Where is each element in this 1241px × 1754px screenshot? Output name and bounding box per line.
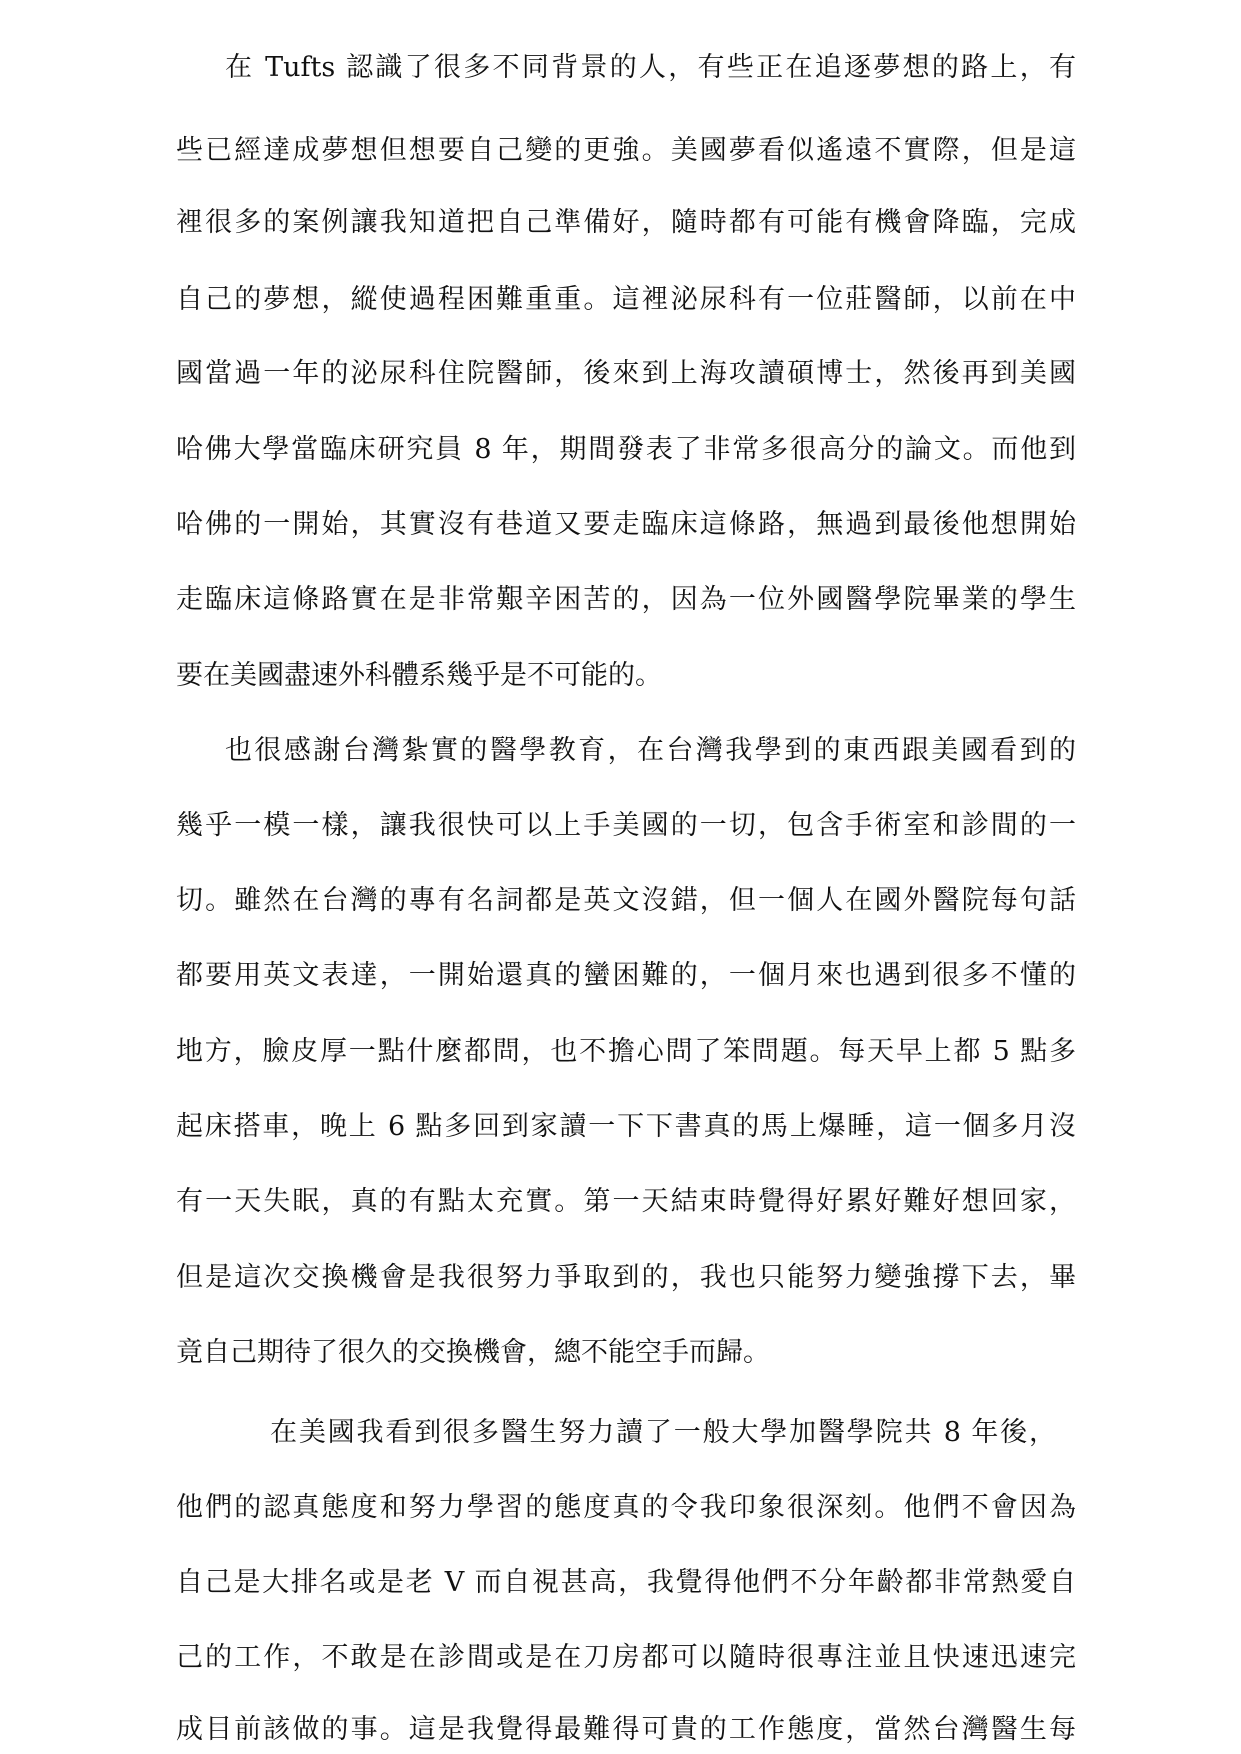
paragraph-1-line-8: 走臨床這條路實在是非常艱辛困苦的，因為一位外國醫學院畢業的學生 [176,584,1076,615]
paragraph-2-line-8: 但是這次交換機會是我很努力爭取到的，我也只能努力變強撐下去，畢 [176,1262,1076,1293]
paragraph-1-line-2: 些已經達成夢想但想要自己變的更強。美國夢看似遙遠不實際，但是這 [176,135,1076,166]
paragraph-3-line-1: 在美國我看到很多醫生努力讀了一般大學加醫學院共 8 年後， [270,1417,1056,1448]
paragraph-3-line-5: 成目前該做的事。這是我覺得最難得可貴的工作態度，當然台灣醫生每 [176,1714,1076,1745]
paragraph-3-line-4: 己的工作，不敢是在診間或是在刀房都可以隨時很專注並且快速迅速完 [176,1642,1076,1673]
paragraph-2-line-2: 幾乎一模一樣，讓我很快可以上手美國的一切，包含手術室和診間的一 [176,810,1076,841]
paragraph-1-line-1: 在 Tufts 認識了很多不同背景的人，有些正在追逐夢想的路上，有 [225,52,1076,83]
paragraph-3-line-2: 他們的認真態度和努力學習的態度真的令我印象很深刻。他們不會因為 [176,1492,1076,1523]
paragraph-2-line-9: 竟自己期待了很久的交換機會，總不能空手而歸。 [176,1337,770,1368]
paragraph-1-line-5: 國當過一年的泌尿科住院醫師，後來到上海攻讀碩博士，然後再到美國 [176,358,1076,389]
paragraph-2-line-6: 起床搭車，晚上 6 點多回到家讀一下下書真的馬上爆睡，這一個多月沒 [176,1111,1076,1142]
paragraph-1-line-4: 自己的夢想，縱使過程困難重重。這裡泌尿科有一位莊醫師，以前在中 [176,284,1076,315]
paragraph-1-line-7: 哈佛的一開始，其實沒有巷道又要走臨床這條路，無過到最後他想開始 [176,509,1076,540]
paragraph-1-line-3: 裡很多的案例讓我知道把自己準備好，隨時都有可能有機會降臨，完成 [176,207,1076,238]
paragraph-2-line-5: 地方，臉皮厚一點什麼都問，也不擔心問了笨問題。每天早上都 5 點多 [176,1036,1076,1067]
paragraph-2-line-3: 切。雖然在台灣的專有名詞都是英文沒錯，但一個人在國外醫院每句話 [176,885,1076,916]
paragraph-2-line-7: 有一天失眠，真的有點太充實。第一天結束時覺得好累好難好想回家， [176,1186,1076,1217]
paragraph-3-line-3: 自己是大排名或是老 V 而自視甚高，我覺得他們不分年齡都非常熱愛自 [176,1567,1076,1598]
paragraph-2-line-4: 都要用英文表達，一開始還真的蠻困難的，一個月來也遇到很多不懂的 [176,960,1076,991]
paragraph-1-line-6: 哈佛大學當臨床研究員 8 年，期間發表了非常多很高分的論文。而他到 [176,434,1076,465]
paragraph-2-line-1: 也很感謝台灣紮實的醫學教育，在台灣我學到的東西跟美國看到的 [225,735,1076,766]
paragraph-1-line-9: 要在美國盡速外科體系幾乎是不可能的。 [176,660,662,691]
